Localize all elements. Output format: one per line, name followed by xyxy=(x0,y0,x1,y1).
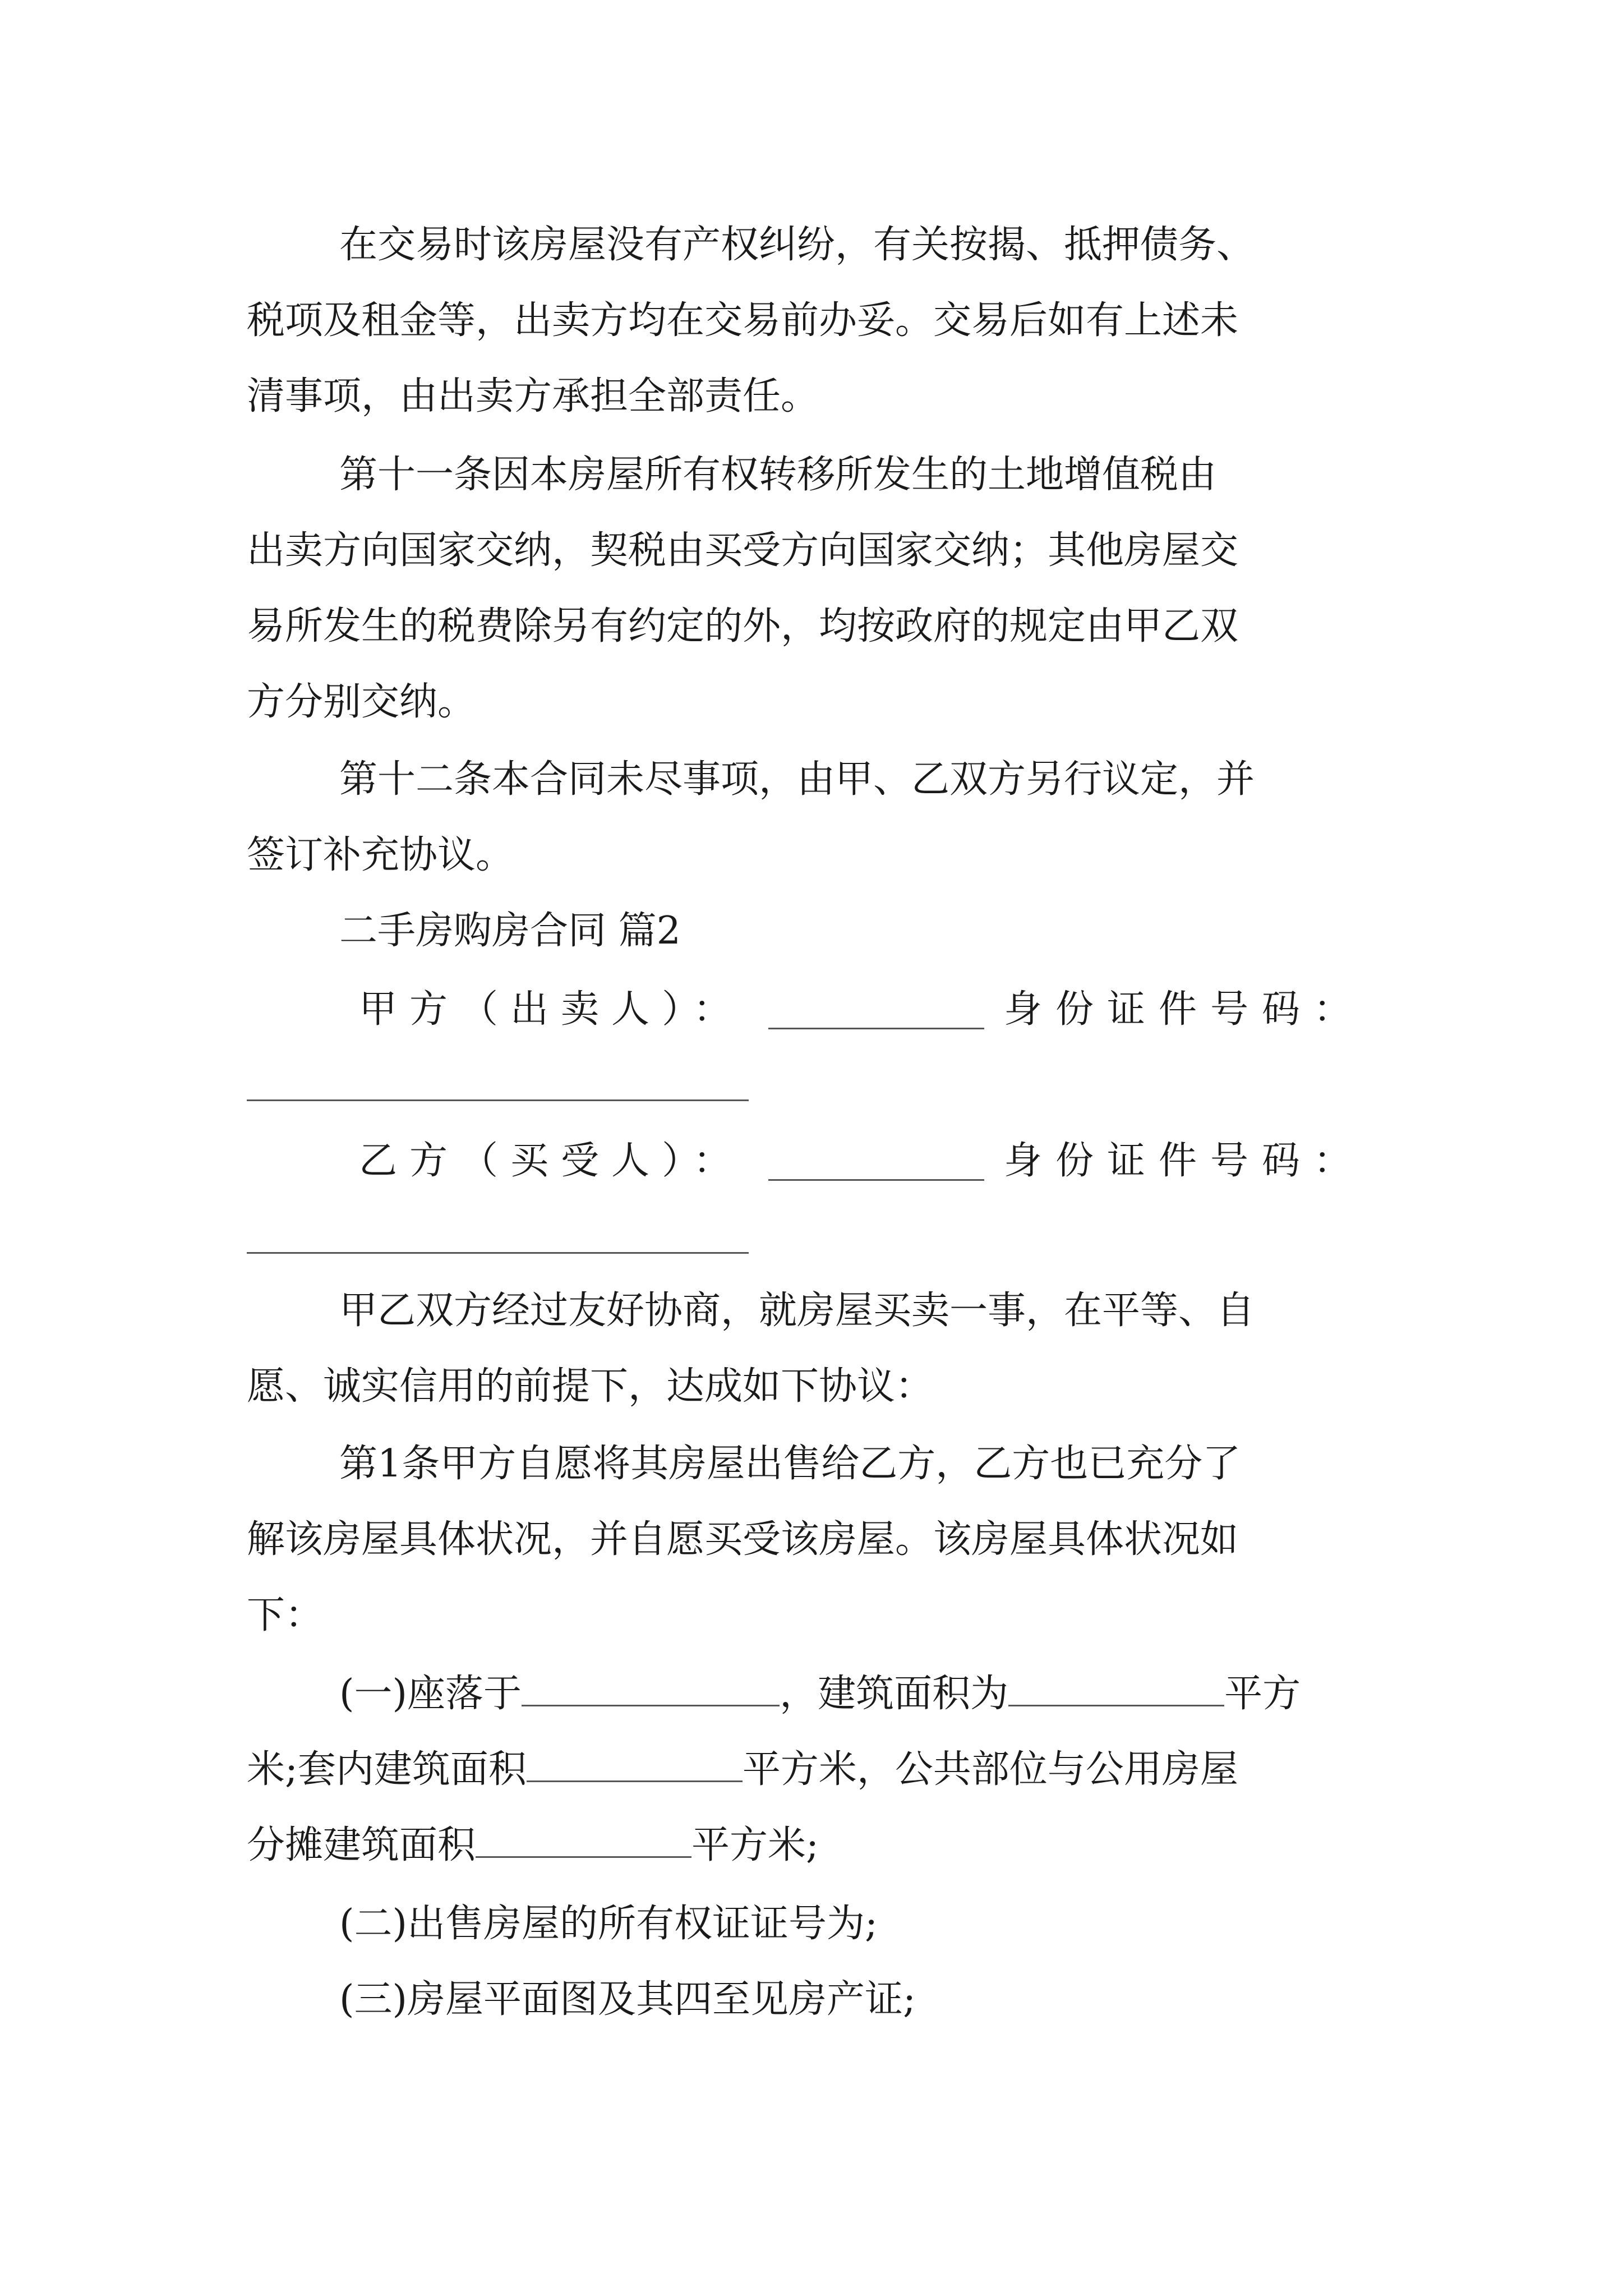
text-line: 签订补充协议。 xyxy=(247,833,514,877)
text-line: 第十二条本合同未尽事项，由甲、乙双方另行议定，并 xyxy=(339,757,1255,802)
party-a-line xyxy=(359,984,744,1035)
paragraph-line xyxy=(339,220,1349,270)
text-line: 易所发生的税费除另有约定的外，均按政府的规定由甲乙双 xyxy=(247,604,1239,648)
item-1-line xyxy=(247,1745,1238,1795)
text-line: 出卖方向国家交纳，契税由买受方向国家交纳；其他房屋交 xyxy=(247,528,1239,573)
paragraph-line xyxy=(247,1515,1238,1565)
apportioned-area-label: 分摊建筑面积 xyxy=(247,1823,476,1867)
item-3-line xyxy=(339,1975,916,2025)
location-blank[interactable] xyxy=(522,1670,780,1706)
party-b-label: 乙方（买受人）： xyxy=(359,1139,744,1183)
text-line: 甲乙双方经过友好协商，就房屋买卖一事，在平等、自 xyxy=(339,1289,1255,1333)
heading-text: 二手房购房合同 篇2 xyxy=(339,909,681,953)
paragraph-line xyxy=(247,1361,933,1412)
party-a-id-line xyxy=(1004,984,1365,1035)
item-1-prefix: (一)座落于 xyxy=(339,1672,522,1716)
text-line: 在交易时该房屋没有产权纠纷，有关按揭、抵押债务、 xyxy=(339,223,1255,267)
item-1-line xyxy=(247,1820,819,1871)
text-line: 第十一条因本房屋所有权转移所发生的土地增值税由 xyxy=(339,453,1217,497)
section-heading xyxy=(339,906,681,956)
party-a-id-label: 身份证件号码： xyxy=(1004,987,1366,1032)
text-line: 解该房屋具体状况，并自愿买受该房屋。该房屋具体状况如 xyxy=(247,1517,1239,1562)
text-line: 第1条甲方自愿将其房屋出售给乙方，乙方也已充分了 xyxy=(339,1442,1241,1486)
paragraph-line xyxy=(339,1286,1255,1336)
item-2-line xyxy=(339,1899,878,1949)
party-a-id-blank[interactable] xyxy=(247,1099,749,1101)
paragraph-line xyxy=(339,450,1216,500)
unit-label: 平方米; xyxy=(691,1823,819,1867)
party-a-name-blank[interactable] xyxy=(768,993,984,1029)
item-1-line xyxy=(339,1669,1301,1719)
paragraph-line xyxy=(247,601,1238,652)
item-2-text: (二)出售房屋的所有权证证号为; xyxy=(339,1902,878,1946)
party-b-id-blank[interactable] xyxy=(247,1252,749,1254)
paragraph-line xyxy=(247,371,819,422)
paragraph-line xyxy=(247,296,1377,346)
party-b-line xyxy=(359,1136,744,1186)
area-label: ，建筑面积为 xyxy=(780,1672,1009,1716)
text-line: 税项及租金等，出卖方均在交易前办妥。交易后如有上述未 xyxy=(247,298,1239,343)
paragraph-line xyxy=(339,1439,1241,1489)
paragraph-line xyxy=(339,754,1255,805)
item-3-text: (三)房屋平面图及其四至见房产证; xyxy=(339,1977,916,2022)
paragraph-line xyxy=(247,1590,323,1641)
party-b-id-label: 身份证件号码： xyxy=(1004,1139,1366,1183)
text-line: 愿、诚实信用的前提下，达成如下协议： xyxy=(247,1364,934,1409)
inner-area-label: 米;套内建筑面积 xyxy=(247,1747,527,1792)
apportioned-area-blank[interactable] xyxy=(476,1821,691,1858)
paragraph-line xyxy=(247,830,514,881)
party-b-id-line xyxy=(1004,1136,1365,1186)
text-line: 清事项，由出卖方承担全部责任。 xyxy=(247,374,819,418)
building-area-blank[interactable] xyxy=(1008,1670,1224,1706)
text-line: 方分别交纳。 xyxy=(247,680,476,724)
party-a-label: 甲方（出卖人）： xyxy=(359,987,744,1032)
unit-label: 平方 xyxy=(1224,1672,1301,1716)
paragraph-line xyxy=(247,526,1238,576)
inner-area-blank[interactable] xyxy=(527,1746,743,1782)
party-b-name-blank[interactable] xyxy=(768,1144,984,1181)
text-line: 下： xyxy=(247,1593,324,1637)
shared-area-label: 平方米，公共部位与公用房屋 xyxy=(742,1747,1238,1792)
paragraph-line xyxy=(247,677,476,728)
